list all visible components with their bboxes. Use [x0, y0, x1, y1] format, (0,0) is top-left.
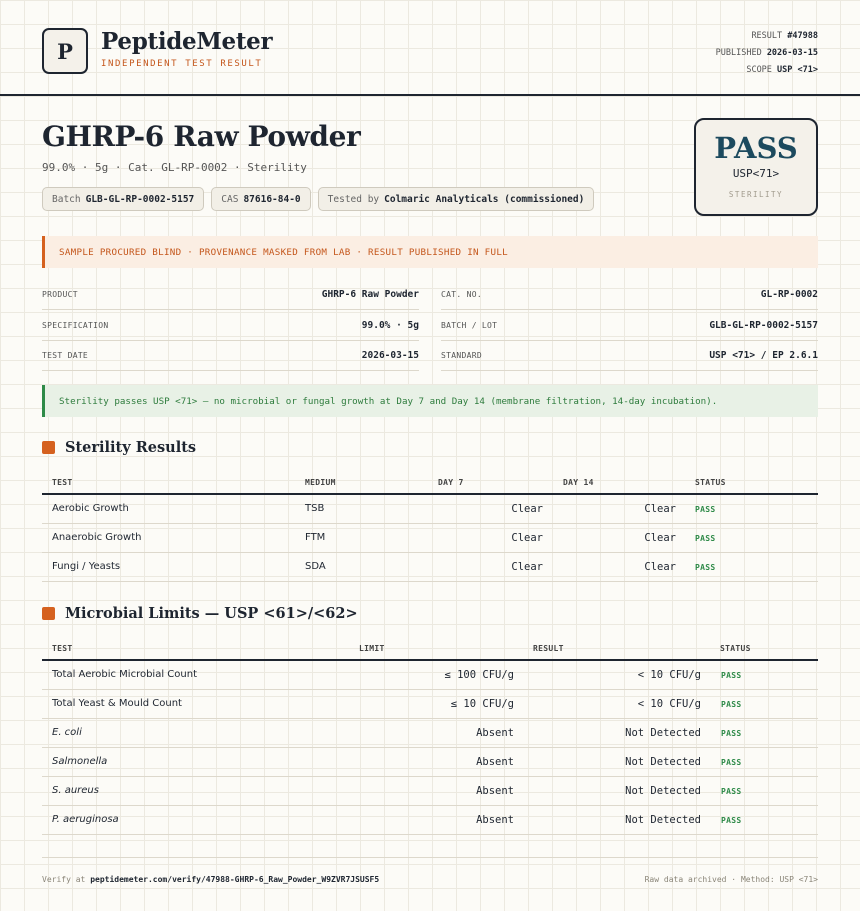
cell-result: < 10 CFU/g [637, 698, 701, 710]
microbial-table [42, 635, 818, 835]
info-cat-no [441, 280, 818, 310]
info-label: CAT. NO. [441, 290, 482, 299]
cell-limit: ≤ 10 CFU/g [450, 698, 514, 710]
status-badge: PASS [695, 563, 716, 572]
report-meta [716, 28, 818, 79]
table-header [42, 635, 818, 661]
verify-link[interactable]: peptidemeter.com/verify/47988-GHRP-6_Raw_Powder_W9ZVR7JSUSF5 [90, 875, 380, 884]
info-label: STANDARD [441, 351, 482, 360]
cell-result: < 10 CFU/g [637, 669, 701, 681]
product-chips [42, 187, 594, 211]
status-badge: PASS [721, 787, 742, 796]
meta-scope: SCOPE USP <71> [746, 65, 818, 75]
info-value: GLB-GL-RP-0002-5157 [709, 320, 818, 331]
status-badge: PASS [721, 816, 742, 825]
section-title: Sterility Results [65, 439, 197, 456]
column-header: TEST [52, 478, 73, 487]
section-marker-icon [42, 441, 55, 454]
status-badge: PASS [695, 505, 716, 514]
cell-day7: Clear [511, 503, 543, 515]
column-header: RESULT [533, 644, 564, 653]
verdict-word: PASS [714, 131, 798, 165]
info-value: 99.0% · 5g [361, 320, 419, 331]
table-row [42, 661, 818, 690]
cas-chip: CAS 87616-84-0 [211, 187, 310, 211]
table-row [42, 748, 818, 777]
product-title: GHRP-6 Raw Powder [42, 120, 361, 153]
cell-test: Fungi / Yeasts [52, 561, 121, 572]
table-header [42, 469, 818, 495]
cell-test: P. aeruginosa [52, 814, 119, 825]
cell-limit: Absent [476, 814, 514, 826]
info-value: GL-RP-0002 [760, 289, 818, 300]
info-label: BATCH / LOT [441, 321, 498, 330]
cell-day14: Clear [644, 561, 676, 573]
info-value: 2026-03-15 [361, 350, 419, 361]
meta-result: RESULT #47988 [751, 31, 818, 41]
column-header: DAY 14 [563, 478, 594, 487]
column-header: MEDIUM [305, 478, 336, 487]
microbial-section-header [42, 605, 358, 622]
info-product [42, 280, 419, 310]
cell-day7: Clear [511, 532, 543, 544]
status-badge: PASS [721, 671, 742, 680]
batch-chip: Batch GLB-GL-RP-0002-5157 [42, 187, 204, 211]
status-badge: PASS [721, 729, 742, 738]
section-marker-icon [42, 607, 55, 620]
info-label: SPECIFICATION [42, 321, 109, 330]
section-title: Microbial Limits — USP <61>/<62> [65, 605, 358, 622]
cell-test: E. coli [52, 727, 82, 738]
product-subtitle: 99.0% · 5g · Cat. GL-RP-0002 · Sterility [42, 161, 307, 174]
column-header: STATUS [720, 644, 751, 653]
cell-test: Salmonella [52, 756, 108, 767]
info-batch-lot [441, 311, 818, 341]
cell-limit: ≤ 100 CFU/g [444, 669, 514, 681]
verdict-stamp [694, 118, 818, 216]
cell-test: Total Yeast & Mould Count [52, 698, 182, 709]
info-standard [441, 341, 818, 371]
cell-day14: Clear [644, 532, 676, 544]
column-header: DAY 7 [438, 478, 464, 487]
table-row [42, 719, 818, 748]
info-label: TEST DATE [42, 351, 89, 360]
cell-medium: TSB [305, 503, 325, 514]
footer-method: Raw data archived · Method: USP <71> [644, 875, 818, 884]
meta-published: PUBLISHED 2026-03-15 [715, 48, 818, 58]
table-row [42, 806, 818, 835]
cell-day7: Clear [511, 561, 543, 573]
column-header: LIMIT [359, 644, 385, 653]
status-badge: PASS [695, 534, 716, 543]
cell-result: Not Detected [625, 785, 701, 797]
logo-icon: P [42, 28, 88, 74]
tested-by-chip: Tested by Colmaric Analyticals (commissioned) [318, 187, 595, 211]
info-value: USP <71> / EP 2.6.1 [709, 350, 818, 361]
info-label: PRODUCT [42, 290, 78, 299]
report-footer [42, 857, 818, 884]
table-row [42, 690, 818, 719]
cell-test: Anaerobic Growth [52, 532, 142, 543]
status-badge: PASS [721, 700, 742, 709]
table-row [42, 777, 818, 806]
info-test-date [42, 341, 419, 371]
table-row [42, 495, 818, 524]
verify-label: Verify at [42, 875, 86, 884]
sterility-table [42, 469, 818, 582]
brand-tagline: INDEPENDENT TEST RESULT [101, 59, 263, 69]
cell-result: Not Detected [625, 727, 701, 739]
status-badge: PASS [721, 758, 742, 767]
verdict-scope: STERILITY [728, 190, 784, 199]
cell-medium: FTM [305, 532, 326, 543]
info-value: GHRP-6 Raw Powder [321, 289, 419, 300]
cell-test: Aerobic Growth [52, 503, 129, 514]
cell-limit: Absent [476, 785, 514, 797]
table-row [42, 553, 818, 582]
column-header: STATUS [695, 478, 726, 487]
cell-test: S. aureus [52, 785, 99, 796]
verify-line [42, 875, 379, 884]
cell-limit: Absent [476, 756, 514, 768]
cell-result: Not Detected [625, 814, 701, 826]
cell-test: Total Aerobic Microbial Count [52, 669, 197, 680]
result-summary: Sterility passes USP <71> — no microbial or fungal growth at Day 7 and Day 14 (membrane filtration, 14-day incubation). [42, 385, 818, 417]
procurement-notice: SAMPLE PROCURED BLIND · PROVENANCE MASKED FROM LAB · RESULT PUBLISHED IN FULL [42, 236, 818, 268]
cell-result: Not Detected [625, 756, 701, 768]
cell-day14: Clear [644, 503, 676, 515]
verdict-standard: USP<71> [732, 167, 780, 180]
column-header: TEST [52, 644, 73, 653]
sterility-section-header [42, 439, 196, 456]
report-header [0, 0, 860, 96]
cell-limit: Absent [476, 727, 514, 739]
table-row [42, 524, 818, 553]
brand-name: PeptideMeter [101, 28, 273, 55]
info-specification [42, 311, 419, 341]
cell-medium: SDA [305, 561, 326, 572]
